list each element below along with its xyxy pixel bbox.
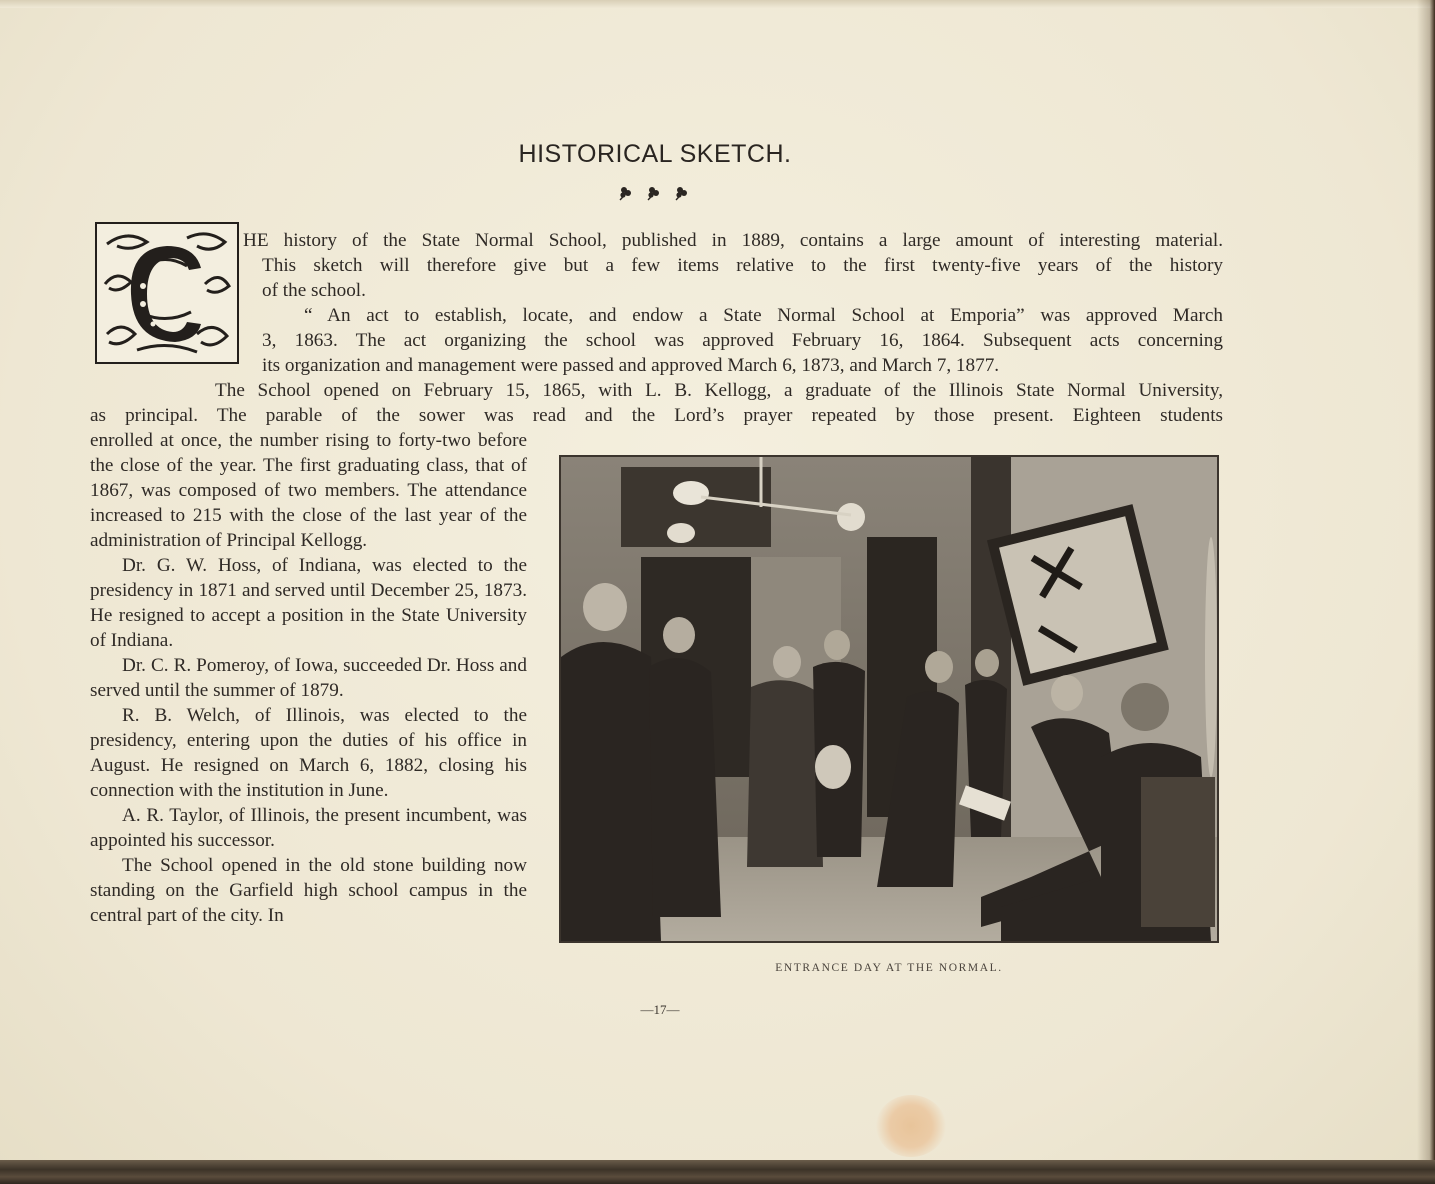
- intro-line-wide: [153, 378, 1223, 403]
- decorative-drop-cap: [95, 222, 239, 364]
- paragraph-line: as principal. The parable of the sower was read and the Lord’s prayer repeated by those present. Eighteen students: [90, 405, 1223, 426]
- paragraph: Dr. C. R. Pomeroy, of Iowa, succeeded Dr. Hoss and served until the summer of 1879.: [90, 655, 527, 701]
- photo-caption: ENTRANCE DAY AT THE NORMAL.: [775, 962, 1003, 974]
- intro-line: its organization and management were passed and approved March 6, 1873, and March 7, 1877.: [262, 355, 1000, 376]
- page-number: —17—: [640, 1002, 680, 1017]
- intro-line: “ An act to establish, locate, and endow a State Normal School at Emporia” was approved March: [304, 305, 1223, 326]
- entrance-day-photo: [559, 455, 1219, 943]
- intro-line: HE history of the State Normal School, published in 1889, contains a large amount of interesting material.: [243, 230, 1223, 251]
- page-title: HISTORICAL SKETCH.: [518, 140, 792, 168]
- intro-line: 3, 1863. The act organizing the school was approved February 16, 1864. Subsequent acts concerning: [262, 330, 1223, 351]
- binding-shadow: [1417, 0, 1435, 1184]
- book-edge-strip: [0, 1160, 1435, 1184]
- drop-cap-flourish-icon: [97, 224, 237, 362]
- paper-stain: [876, 1095, 946, 1157]
- paragraph: enrolled at once, the number rising to forty-two before the close of the year. The first graduating class, that of 1867, was composed of two members. The attendance increased to 215 with the close of the last year of the administration of Principal Kellogg.: [90, 430, 527, 551]
- left-column-text: [90, 428, 527, 928]
- paragraph-line: The School opened on February 15, 1865, with L. B. Kellogg, a graduate of the Illinois State Normal University,: [215, 380, 1223, 401]
- leaf-ornament-icon: [614, 182, 696, 204]
- paragraph: A. R. Taylor, of Illinois, the present incumbent, was appointed his successor.: [90, 805, 527, 851]
- intro-line: of the school.: [262, 280, 366, 301]
- paragraph: R. B. Welch, of Illinois, was elected to the presidency, entering upon the duties of his office in August. He resigned on March 6, 1882, closing his connection with the institution in June.: [90, 705, 527, 801]
- paragraph: Dr. G. W. Hoss, of Indiana, was elected to the presidency in 1871 and served until December 25, 1873. He resigned to accept a position in the State University of Indiana.: [90, 555, 527, 651]
- intro-text: [90, 228, 1223, 428]
- photo-image: [561, 457, 1217, 941]
- paragraph: The School opened in the old stone building now standing on the Garfield high school campus in the central part of the city. In: [90, 855, 527, 926]
- page-top-edge: [0, 0, 1435, 8]
- intro-line: This sketch will therefore give but a few items relative to the first twenty-five years of the history: [262, 255, 1223, 276]
